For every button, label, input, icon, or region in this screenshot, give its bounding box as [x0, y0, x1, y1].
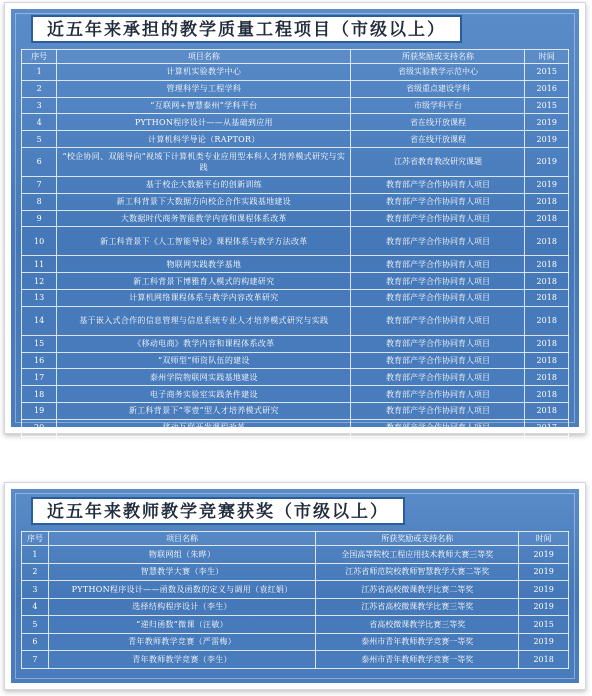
cell-no: 15	[22, 335, 57, 352]
cell-no: 7	[22, 176, 57, 193]
cell-year: 2015	[519, 616, 569, 634]
cell-award: 教育部产学合作协同育人项目	[351, 289, 525, 306]
cell-name: “递归函数”微课（汪敏）	[48, 616, 315, 634]
header-name: 项目名称	[48, 532, 315, 546]
cell-award: 教育部产学合作协同育人项目	[351, 335, 525, 352]
header-award: 所获奖励或支持名称	[316, 532, 519, 546]
projects-table	[21, 49, 569, 453]
cell-no: 6	[22, 147, 57, 176]
cell-year: 2019	[519, 633, 569, 651]
cell-award: 省在线开放课程	[351, 114, 525, 131]
cell-year: 2019	[525, 131, 569, 148]
cell-name: 泰州学院物联网实践基地建设	[57, 369, 351, 386]
cell-name: PYTHON程序设计——从基础到应用	[57, 114, 351, 131]
cell-no: 17	[22, 369, 57, 386]
cell-name: 选择结构程序设计（李生）	[48, 598, 315, 616]
cell-name: 《移动电商》教学内容和课程体系改革	[57, 335, 351, 352]
projects-table-body	[22, 64, 569, 453]
header-award: 所获奖励或支持名称	[351, 50, 525, 64]
cell-name: 计算机实验教学中心	[57, 64, 351, 81]
cell-no: 1	[22, 546, 49, 564]
cell-award: 江苏省师范院校教师智慧教学大赛二等奖	[316, 563, 519, 581]
cell-no: 12	[22, 273, 57, 290]
cell-year: 2018	[519, 651, 569, 669]
cell-name: 物联网实践教学基地	[57, 256, 351, 273]
cell-award: 教育部产学合作协同育人项目	[351, 256, 525, 273]
cell-no: 5	[22, 131, 57, 148]
cell-name: 电子商务实验室实践条件建设	[57, 386, 351, 403]
projects-panel	[11, 9, 579, 449]
cell-year: 2019	[519, 598, 569, 616]
cell-award: 全国高等院校工程应用技术教师大赛三等奖	[316, 546, 519, 564]
cell-year: 2019	[525, 114, 569, 131]
competitions-title: 近五年来教师教学竞赛获奖（市级以上）	[31, 497, 405, 525]
cell-name: 基于嵌入式合作的信息管理与信息系统专业人才培养模式研究与实践	[57, 306, 351, 335]
cell-year: 2018	[525, 273, 569, 290]
table-row	[22, 598, 569, 616]
cell-name: 物联网组（朱晔）	[48, 546, 315, 564]
table-row	[22, 64, 569, 81]
competitions-header-row	[22, 532, 569, 546]
competitions-panel	[11, 489, 579, 683]
cell-year: 2017	[525, 419, 569, 436]
cell-no: 2	[22, 80, 57, 97]
cell-name: 计算机科学导论（RAPTOR）	[57, 131, 351, 148]
cell-name: 移动互联开发课程改革	[57, 419, 351, 436]
cell-year: 2018	[525, 386, 569, 403]
cell-year: 2018	[525, 193, 569, 210]
table-row	[22, 147, 569, 176]
cell-name: 管理科学与工程学科	[57, 80, 351, 97]
cell-year: 2018	[525, 256, 569, 273]
cell-year: 2019	[519, 546, 569, 564]
cell-year: 2019	[525, 147, 569, 176]
cell-year: 2019	[519, 581, 569, 599]
cell-name: “双师型”师资队伍的建设	[57, 352, 351, 369]
cell-year: 2018	[525, 306, 569, 335]
cell-year: 2015	[525, 97, 569, 114]
cell-year: 2018	[525, 369, 569, 386]
table-row	[22, 210, 569, 227]
cell-award: 省高校微课教学比赛三等奖	[316, 616, 519, 634]
header-year: 时间	[519, 532, 569, 546]
cell-no: 14	[22, 306, 57, 335]
cell-no: 19	[22, 402, 57, 419]
cell-name: 新工科背景下大数据方向校企合作实践基地建设	[57, 193, 351, 210]
cell-award: 教育部产学合作协同育人项目	[351, 210, 525, 227]
cell-award: 教育部产学合作协同育人项目	[351, 436, 525, 453]
cell-award: 泰州市青年教师教学竞赛一等奖	[316, 633, 519, 651]
cell-award: 江苏省高校微课教学比赛三等奖	[316, 598, 519, 616]
table-row	[22, 289, 569, 306]
table-row	[22, 114, 569, 131]
cell-award: 教育部产学合作协同育人项目	[351, 402, 525, 419]
table-row	[22, 80, 569, 97]
cell-year: 2016	[525, 80, 569, 97]
cell-year: 2018	[525, 352, 569, 369]
cell-no: 1	[22, 64, 57, 81]
table-row	[22, 227, 569, 256]
cell-no: 5	[22, 616, 49, 634]
header-no: 序号	[22, 532, 49, 546]
table-row	[22, 402, 569, 419]
header-name: 项目名称	[57, 50, 351, 64]
cell-year: 2017	[525, 436, 569, 453]
cell-no: 13	[22, 289, 57, 306]
table-row	[22, 176, 569, 193]
cell-no: 7	[22, 651, 49, 669]
cell-no: 4	[22, 598, 49, 616]
table-row	[22, 651, 569, 669]
table-row	[22, 419, 569, 436]
cell-no: 20	[22, 419, 57, 436]
cell-name: 青年教师教学竞赛（李生）	[48, 651, 315, 669]
cell-award: 省在线开放课程	[351, 131, 525, 148]
cell-no: 18	[22, 386, 57, 403]
cell-award: 教育部产学合作协同育人项目	[351, 306, 525, 335]
table-row	[22, 352, 569, 369]
cell-award: 教育部产学合作协同育人项目	[351, 176, 525, 193]
table-row	[22, 256, 569, 273]
cell-award: 教育部产学合作协同育人项目	[351, 227, 525, 256]
cell-year: 2018	[525, 335, 569, 352]
cell-no: 3	[22, 97, 57, 114]
cell-award: 教育部产学合作协同育人项目	[351, 273, 525, 290]
cell-no: 16	[22, 352, 57, 369]
table-row	[22, 581, 569, 599]
cell-name: PYTHON程序设计——函数及函数的定义与调用（袁红娟）	[48, 581, 315, 599]
cell-year: 2019	[525, 176, 569, 193]
cell-name: 智慧教学大赛（李生）	[48, 563, 315, 581]
cell-no: 6	[22, 633, 49, 651]
competitions-table-body	[22, 546, 569, 669]
table-row	[22, 633, 569, 651]
cell-name: 数据库教学内容和课程体系改革	[57, 436, 351, 453]
cell-name: 新工科背景下博雅育人模式的构建研究	[57, 273, 351, 290]
cell-award: 省级实验教学示范中心	[351, 64, 525, 81]
cell-year: 2018	[525, 210, 569, 227]
cell-name: “校企协同、双能导向”视域下计算机类专业应用型本科人才培养模式研究与实践	[57, 147, 351, 176]
table-row	[22, 436, 569, 453]
cell-name: “互联网+智慧泰州”学科平台	[57, 97, 351, 114]
projects-title: 近五年来承担的教学质量工程项目（市级以上）	[31, 15, 462, 43]
cell-award: 市级学科平台	[351, 97, 525, 114]
competitions-card	[4, 482, 586, 690]
projects-header-row	[22, 50, 569, 64]
projects-card	[4, 2, 586, 449]
cell-name: 新工科背景下《人工智能导论》课程体系与教学方法改革	[57, 227, 351, 256]
cell-name: 计算机网络课程体系与教学内容改革研究	[57, 289, 351, 306]
table-row	[22, 369, 569, 386]
table-row	[22, 335, 569, 352]
cell-award: 省级重点建设学科	[351, 80, 525, 97]
cell-name: 大数据时代商务智能教学内容和课程体系改革	[57, 210, 351, 227]
table-row	[22, 563, 569, 581]
cell-no: 3	[22, 581, 49, 599]
table-row	[22, 273, 569, 290]
cell-award: 江苏省教育教改研究课题	[351, 147, 525, 176]
cell-year: 2018	[525, 289, 569, 306]
cell-no: 4	[22, 114, 57, 131]
cell-year: 2019	[519, 563, 569, 581]
cell-award: 教育部产学合作协同育人项目	[351, 369, 525, 386]
cell-name: 青年教师教学竞赛（严雷梅）	[48, 633, 315, 651]
cell-award: 泰州市青年教师教学竞赛一等奖	[316, 651, 519, 669]
table-row	[22, 306, 569, 335]
cell-award: 教育部产学合作协同育人项目	[351, 386, 525, 403]
table-row	[22, 131, 569, 148]
cell-no: 8	[22, 193, 57, 210]
table-row	[22, 386, 569, 403]
cell-award: 教育部产学合作协同育人项目	[351, 352, 525, 369]
cell-name: 新工科背景下“零壹”型人才培养模式研究	[57, 402, 351, 419]
competitions-table	[21, 531, 569, 669]
cell-no: 9	[22, 210, 57, 227]
cell-no: 21	[22, 436, 57, 453]
cell-no: 11	[22, 256, 57, 273]
table-row	[22, 97, 569, 114]
table-row	[22, 193, 569, 210]
cell-no: 10	[22, 227, 57, 256]
header-year: 时间	[525, 50, 569, 64]
table-row	[22, 546, 569, 564]
cell-award: 江苏省高校微课教学比赛二等奖	[316, 581, 519, 599]
cell-year: 2015	[525, 64, 569, 81]
cell-award: 教育部产学合作协同育人项目	[351, 419, 525, 436]
cell-name: 基于校企大数据平台的创新训练	[57, 176, 351, 193]
table-row	[22, 616, 569, 634]
header-no: 序号	[22, 50, 57, 64]
cell-year: 2018	[525, 402, 569, 419]
cell-award: 教育部产学合作协同育人项目	[351, 193, 525, 210]
cell-no: 2	[22, 563, 49, 581]
cell-year: 2018	[525, 227, 569, 256]
